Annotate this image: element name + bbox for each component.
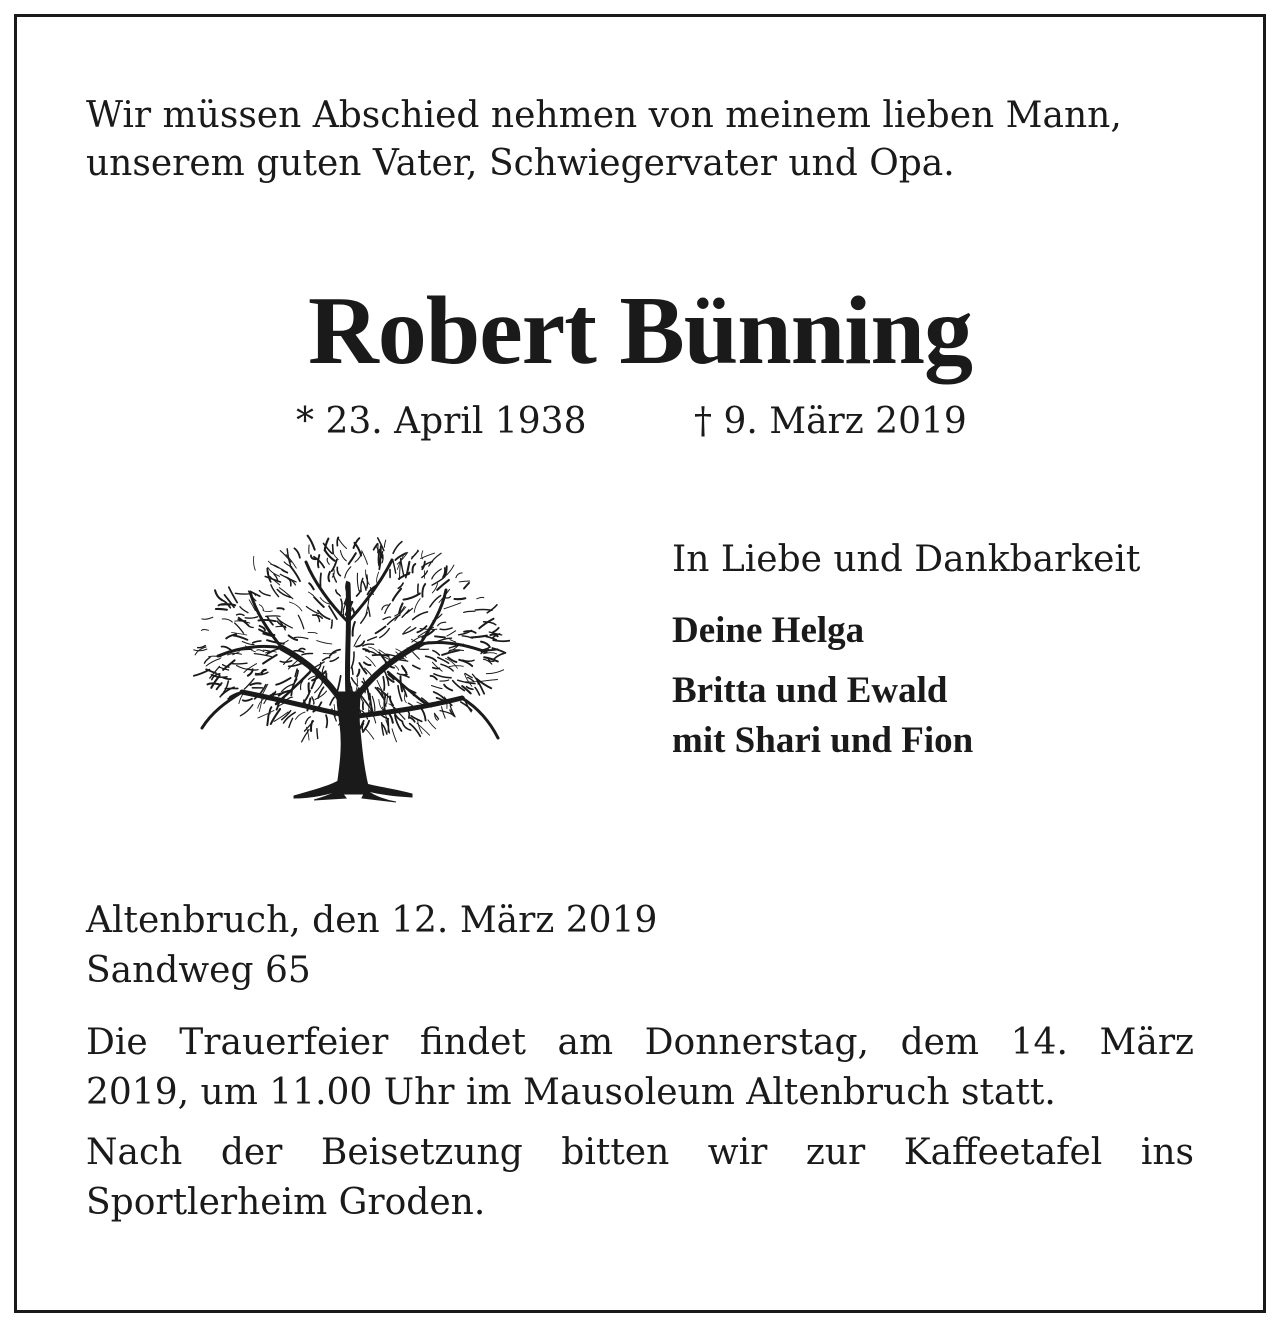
tree-twig — [345, 567, 351, 578]
tree-twig — [468, 678, 474, 682]
death-date: † 9. März 2019 — [694, 401, 967, 442]
mourner-name: Deine Helga — [672, 610, 865, 651]
tree-twig — [366, 651, 377, 654]
tree-twig — [444, 603, 461, 609]
tree-twig — [263, 650, 270, 651]
tree-twig — [450, 650, 464, 651]
tree-twig — [308, 632, 317, 633]
tree-twig — [393, 589, 401, 601]
tree-twig — [353, 622, 355, 636]
reception-line: Sportlerheim Groden. — [86, 1182, 486, 1223]
tree-twig — [337, 567, 340, 575]
tree-twig — [414, 599, 420, 613]
tree-twig — [393, 561, 396, 573]
tree-twig — [428, 720, 436, 729]
deceased-name: Robert Bünning — [307, 277, 972, 385]
tree-twig — [254, 556, 256, 570]
tree-twig — [298, 615, 304, 628]
tree-twig — [245, 617, 257, 618]
tree-twig — [317, 641, 332, 644]
tree-twig — [486, 670, 503, 674]
tree-twig — [494, 653, 505, 659]
tree-twig — [368, 607, 370, 616]
mourner-name: Britta und Ewald — [672, 670, 948, 711]
tree-twig — [294, 548, 300, 557]
tree-twig — [270, 707, 272, 714]
tree-twig — [433, 668, 439, 669]
tree-twig — [328, 572, 329, 581]
tree-twig — [357, 670, 359, 677]
tree-twig — [440, 680, 449, 681]
tree-twig — [376, 627, 386, 634]
tree-twig — [395, 665, 399, 670]
tree-twig — [433, 651, 440, 655]
tree-twig — [302, 730, 310, 742]
tree-twig — [456, 573, 462, 578]
tree-twig — [317, 729, 318, 739]
tree-twig — [464, 583, 469, 589]
tree-twig — [426, 656, 436, 661]
tree-twig — [421, 553, 435, 559]
tree-twig — [380, 546, 381, 563]
tree-twig — [309, 683, 310, 692]
tree-twig — [277, 608, 283, 609]
tree-twig — [412, 550, 418, 557]
tree-twig — [235, 593, 250, 594]
tree-twig — [250, 683, 260, 685]
tree-twig — [365, 728, 374, 739]
tree-twig — [442, 707, 446, 719]
tree-twig — [493, 640, 510, 641]
tree-twig — [379, 550, 380, 566]
tree-twig — [244, 664, 257, 673]
tree-twig — [481, 642, 490, 647]
tree-twig — [493, 628, 499, 633]
tree-twig — [429, 553, 441, 566]
tree-twig — [294, 651, 304, 653]
tree-twig — [462, 636, 473, 638]
place-and-address — [86, 896, 1196, 996]
tree-twig — [331, 620, 332, 628]
tree-twig — [336, 590, 340, 595]
tree-twig — [413, 665, 420, 669]
tree-twig — [327, 558, 329, 564]
tree-twig — [434, 674, 451, 678]
tree-twig — [259, 591, 270, 596]
tree-twig — [340, 551, 346, 561]
tree-twig — [447, 631, 456, 636]
tree-twig — [388, 720, 389, 733]
tree-twig — [352, 678, 358, 686]
tree-twig — [361, 613, 368, 624]
tree-twig — [205, 657, 211, 663]
tree-twig — [448, 658, 456, 663]
tree-twig — [360, 694, 369, 707]
life-dates — [296, 400, 996, 444]
tree-twig — [330, 697, 334, 705]
tree-twig — [475, 687, 480, 695]
tree-twig — [215, 590, 222, 600]
tree-twig — [368, 637, 377, 641]
tree-twig — [318, 663, 321, 670]
tree-twig — [230, 663, 247, 664]
tree-twig — [432, 569, 442, 579]
tree-twig — [258, 711, 274, 718]
tree-twig — [357, 591, 360, 596]
tree-twig — [383, 677, 384, 691]
reception-line: Nach der Beisetzung bitten wir zur Kaffeetafel ins — [86, 1132, 1194, 1173]
tree-twig — [413, 652, 420, 659]
tree-twig — [206, 659, 220, 667]
place-date: Altenbruch, den 12. März 2019 — [86, 900, 658, 941]
tree-twig — [309, 583, 314, 589]
tree-twig — [237, 614, 244, 615]
tree-twig — [299, 648, 305, 649]
tree-twig — [455, 598, 466, 599]
tree-twig — [216, 609, 227, 610]
tree-twig — [440, 628, 452, 630]
tree-twig — [268, 567, 280, 576]
tree-twig — [289, 602, 302, 611]
ceremony-line: 2019, um 11.00 Uhr im Mausoleum Altenbruch statt. — [86, 1072, 1056, 1113]
tree-twig — [302, 653, 313, 654]
tree-twig — [481, 680, 497, 682]
tree-twig — [333, 545, 334, 554]
tree-twig — [363, 581, 366, 590]
intro-line: unserem guten Vater, Schwiegervater und Opa. — [86, 143, 955, 184]
tree-twig — [467, 687, 473, 690]
tree-twig — [444, 685, 452, 691]
tree-twig — [422, 584, 425, 597]
tree-twig — [312, 697, 314, 704]
tree-twig — [361, 578, 363, 591]
tree-twig — [351, 652, 354, 668]
tree-twig — [240, 607, 248, 613]
tree-twig — [352, 667, 353, 675]
tree-twig — [357, 573, 359, 591]
tree-twig — [450, 640, 456, 642]
tree-twig — [314, 597, 324, 607]
tree-twig — [276, 678, 290, 685]
tree-twig — [432, 686, 443, 689]
tree-twig — [471, 636, 487, 638]
address: Sandweg 65 — [86, 950, 311, 991]
tree-twig — [393, 542, 402, 554]
tree-twig — [438, 622, 446, 626]
tree-twig — [464, 611, 475, 612]
ceremony-line: Die Trauerfeier findet am Donnerstag, dem 14. März — [86, 1022, 1194, 1063]
tree-twig — [413, 612, 428, 620]
tree-twig — [306, 607, 318, 614]
tree-twig — [422, 562, 425, 570]
intro-line: Wir müssen Abschied nehmen von meinem lieben Mann, — [86, 95, 1122, 136]
tree-twig — [294, 637, 308, 639]
tree-twig — [431, 676, 437, 680]
tree-twig — [305, 717, 310, 724]
tree-twig — [202, 617, 213, 619]
tree-twig — [477, 597, 484, 598]
tree-twig — [362, 551, 368, 565]
tree-twig — [487, 605, 497, 613]
tree-twig — [222, 646, 231, 650]
tree-twig — [404, 594, 420, 600]
tree-twig — [201, 629, 208, 630]
tree-twig — [402, 610, 409, 617]
tree-twig — [253, 641, 261, 643]
tree-twig — [364, 662, 371, 665]
tree-twig — [235, 623, 244, 633]
reception-notice — [86, 1128, 1194, 1228]
tree-twig — [308, 592, 313, 596]
tree-twig — [289, 718, 293, 727]
tree-twig — [254, 654, 271, 657]
tree-twig — [222, 619, 232, 622]
tree-twig — [267, 715, 268, 725]
tree-twig — [290, 566, 300, 581]
tree-twig — [243, 699, 252, 701]
tree-twig — [383, 617, 391, 619]
tree-twig — [280, 551, 291, 563]
mourners-block — [672, 536, 1212, 766]
tree-twig — [280, 574, 296, 582]
tree-twig — [363, 644, 374, 646]
ceremony-notice — [86, 1018, 1194, 1118]
tree-twig — [435, 636, 445, 637]
mourner-name: mit Shari und Fion — [672, 720, 974, 761]
tree-icon — [190, 532, 510, 804]
tree-twig — [438, 657, 449, 663]
tree-twig — [392, 729, 397, 742]
tree-twig — [441, 664, 453, 671]
tree-twig — [398, 583, 403, 588]
tree-twig — [318, 611, 330, 620]
tree-twig — [413, 564, 416, 573]
tree-twig — [330, 657, 338, 661]
tree-twig — [287, 549, 290, 565]
tree-twig — [338, 537, 347, 548]
tree-twig — [240, 705, 252, 716]
tree-twig — [323, 657, 330, 660]
greeting-text: In Liebe und Dankbarkeit — [672, 539, 1141, 580]
tree-twig — [459, 581, 470, 582]
intro-text — [86, 92, 1196, 188]
tree-twig — [234, 636, 248, 640]
tree-twig — [384, 540, 385, 547]
tree-twig — [337, 676, 341, 693]
tree-twig — [486, 637, 496, 640]
tree-twig — [475, 609, 492, 610]
tree-twig — [296, 712, 306, 719]
tree-twig — [354, 635, 361, 646]
tree-twig — [341, 599, 342, 613]
tree-twig — [283, 640, 288, 643]
tree-twig — [229, 587, 237, 603]
tree-twig — [263, 610, 273, 612]
birth-date: * 23. April 1938 — [296, 401, 587, 442]
tree-twig — [430, 596, 441, 607]
tree-twig — [326, 715, 327, 727]
